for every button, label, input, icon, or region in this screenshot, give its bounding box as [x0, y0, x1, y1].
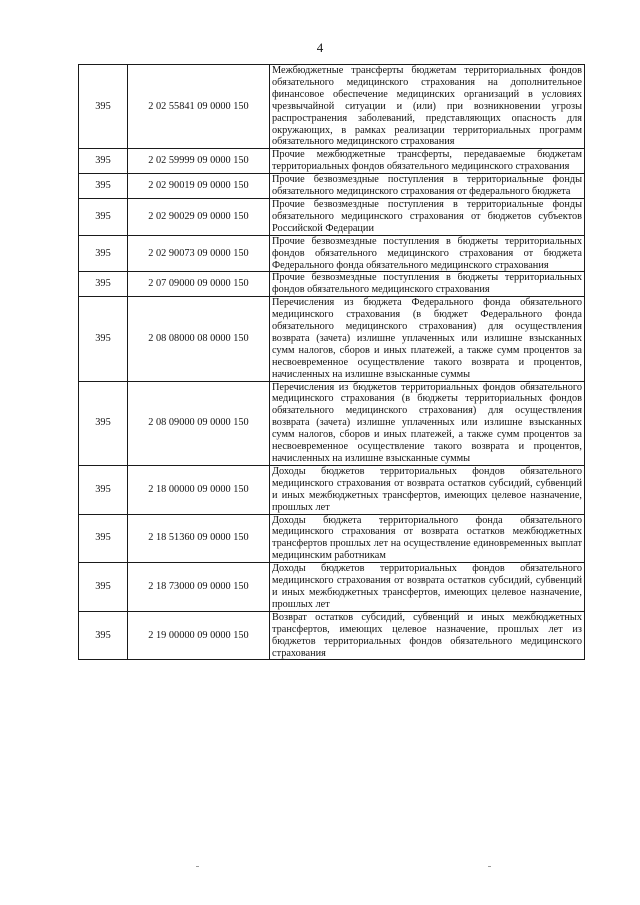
budget-code-cell: 2 08 08000 08 0000 150 — [128, 297, 270, 381]
description-cell: Перечисления из бюджета Федерального фонда обязательного медицинского страхования (в бюджет Федерального фонда обязательного медицинского страхования) для осуществления возврата (зачета) излишне уплаченных или излишне взысканных сумм налогов, сборов и иных платежей, а также сумм процентов за несвоевременное осуществление такого возврата и процентов, начисленных на излишне взысканные суммы — [270, 297, 585, 381]
table-row — [79, 174, 585, 199]
budget-code-cell: 2 02 90029 09 0000 150 — [128, 198, 270, 235]
table-row — [79, 198, 585, 235]
description-cell: Межбюджетные трансферты бюджетам территориальных фондов обязательного медицинского страхования на дополнительное финансовое обеспечение медицинских организаций в условиях чрезвычайной ситуации и (или) при возникновении угрозы распространения заболеваний, представляющих опасность для окружающих, в рамках реализации территориальных программ обязательного медицинского страхования — [270, 65, 585, 149]
budget-code-cell: 2 02 55841 09 0000 150 — [128, 65, 270, 149]
description-cell: Доходы бюджета территориального фонда обязательного медицинского страхования от возврата остатков межбюджетных трансфертов прошлых лет на осуществление единовременных выплат медицинским работникам — [270, 514, 585, 563]
admin-code-cell: 395 — [79, 514, 128, 563]
budget-code-cell: 2 08 09000 09 0000 150 — [128, 381, 270, 465]
budget-code-cell: 2 02 90019 09 0000 150 — [128, 174, 270, 199]
table-row — [79, 149, 585, 174]
admin-code-cell: 395 — [79, 297, 128, 381]
description-cell: Прочие безвозмездные поступления в территориальные фонды обязательного медицинского страхования от бюджетов субъектов Российской Федерации — [270, 198, 585, 235]
description-cell: Прочие безвозмездные поступления в территориальные фонды обязательного медицинского страхования от федерального бюджета — [270, 174, 585, 199]
table-row — [79, 272, 585, 297]
budget-code-cell: 2 18 00000 09 0000 150 — [128, 465, 270, 514]
description-cell: Прочие безвозмездные поступления в бюджеты территориальных фондов обязательного медицинского страхования от бюджета Федерального фонда обязательного медицинского страхования — [270, 235, 585, 272]
budget-code-cell: 2 02 90073 09 0000 150 — [128, 235, 270, 272]
budget-code-cell: 2 19 00000 09 0000 150 — [128, 611, 270, 660]
budget-code-cell: 2 18 73000 09 0000 150 — [128, 563, 270, 612]
table-row — [79, 235, 585, 272]
admin-code-cell: 395 — [79, 174, 128, 199]
revenue-codes-table — [78, 64, 585, 660]
table-row — [79, 297, 585, 381]
budget-code-cell: 2 18 51360 09 0000 150 — [128, 514, 270, 563]
admin-code-cell: 395 — [79, 465, 128, 514]
description-cell: Возврат остатков субсидий, субвенций и иных межбюджетных трансфертов, имеющих целевое назначение, прошлых лет из бюджетов территориальных фондов обязательного медицинского страхования — [270, 611, 585, 660]
budget-code-cell: 2 07 09000 09 0000 150 — [128, 272, 270, 297]
table-row — [79, 381, 585, 465]
admin-code-cell: 395 — [79, 198, 128, 235]
budget-code-cell: 2 02 59999 09 0000 150 — [128, 149, 270, 174]
scan-speck — [196, 866, 199, 867]
description-cell: Доходы бюджетов территориальных фондов обязательного медицинского страхования от возврата остатков субсидий, субвенций и иных межбюджетных трансфертов, имеющих целевое назначение, прошлых лет — [270, 563, 585, 612]
table-row — [79, 65, 585, 149]
admin-code-cell: 395 — [79, 381, 128, 465]
admin-code-cell: 395 — [79, 65, 128, 149]
admin-code-cell: 395 — [79, 611, 128, 660]
page-number: 4 — [316, 40, 324, 55]
admin-code-cell: 395 — [79, 272, 128, 297]
table-row — [79, 465, 585, 514]
description-cell: Доходы бюджетов территориальных фондов обязательного медицинского страхования от возврата остатков субсидий, субвенций и иных межбюджетных трансфертов, имеющих целевое назначение, прошлых лет — [270, 465, 585, 514]
admin-code-cell: 395 — [79, 149, 128, 174]
description-cell: Прочие безвозмездные поступления в бюджеты территориальных фондов обязательного медицинского страхования — [270, 272, 585, 297]
admin-code-cell: 395 — [79, 235, 128, 272]
description-cell: Перечисления из бюджетов территориальных фондов обязательного медицинского страхования (в бюджеты территориальных фондов обязательного медицинского страхования) для осуществления возврата (зачета) излишне уплаченных или излишне взысканных сумм налогов, сборов и иных платежей, а также сумм процентов за несвоевременное осуществление такого возврата и процентов, начисленных на излишне взысканные суммы — [270, 381, 585, 465]
table-row — [79, 563, 585, 612]
scan-speck — [488, 866, 491, 867]
admin-code-cell: 395 — [79, 563, 128, 612]
table-row — [79, 514, 585, 563]
table-row — [79, 611, 585, 660]
description-cell: Прочие межбюджетные трансферты, передаваемые бюджетам территориальных фондов обязательного медицинского страхования — [270, 149, 585, 174]
